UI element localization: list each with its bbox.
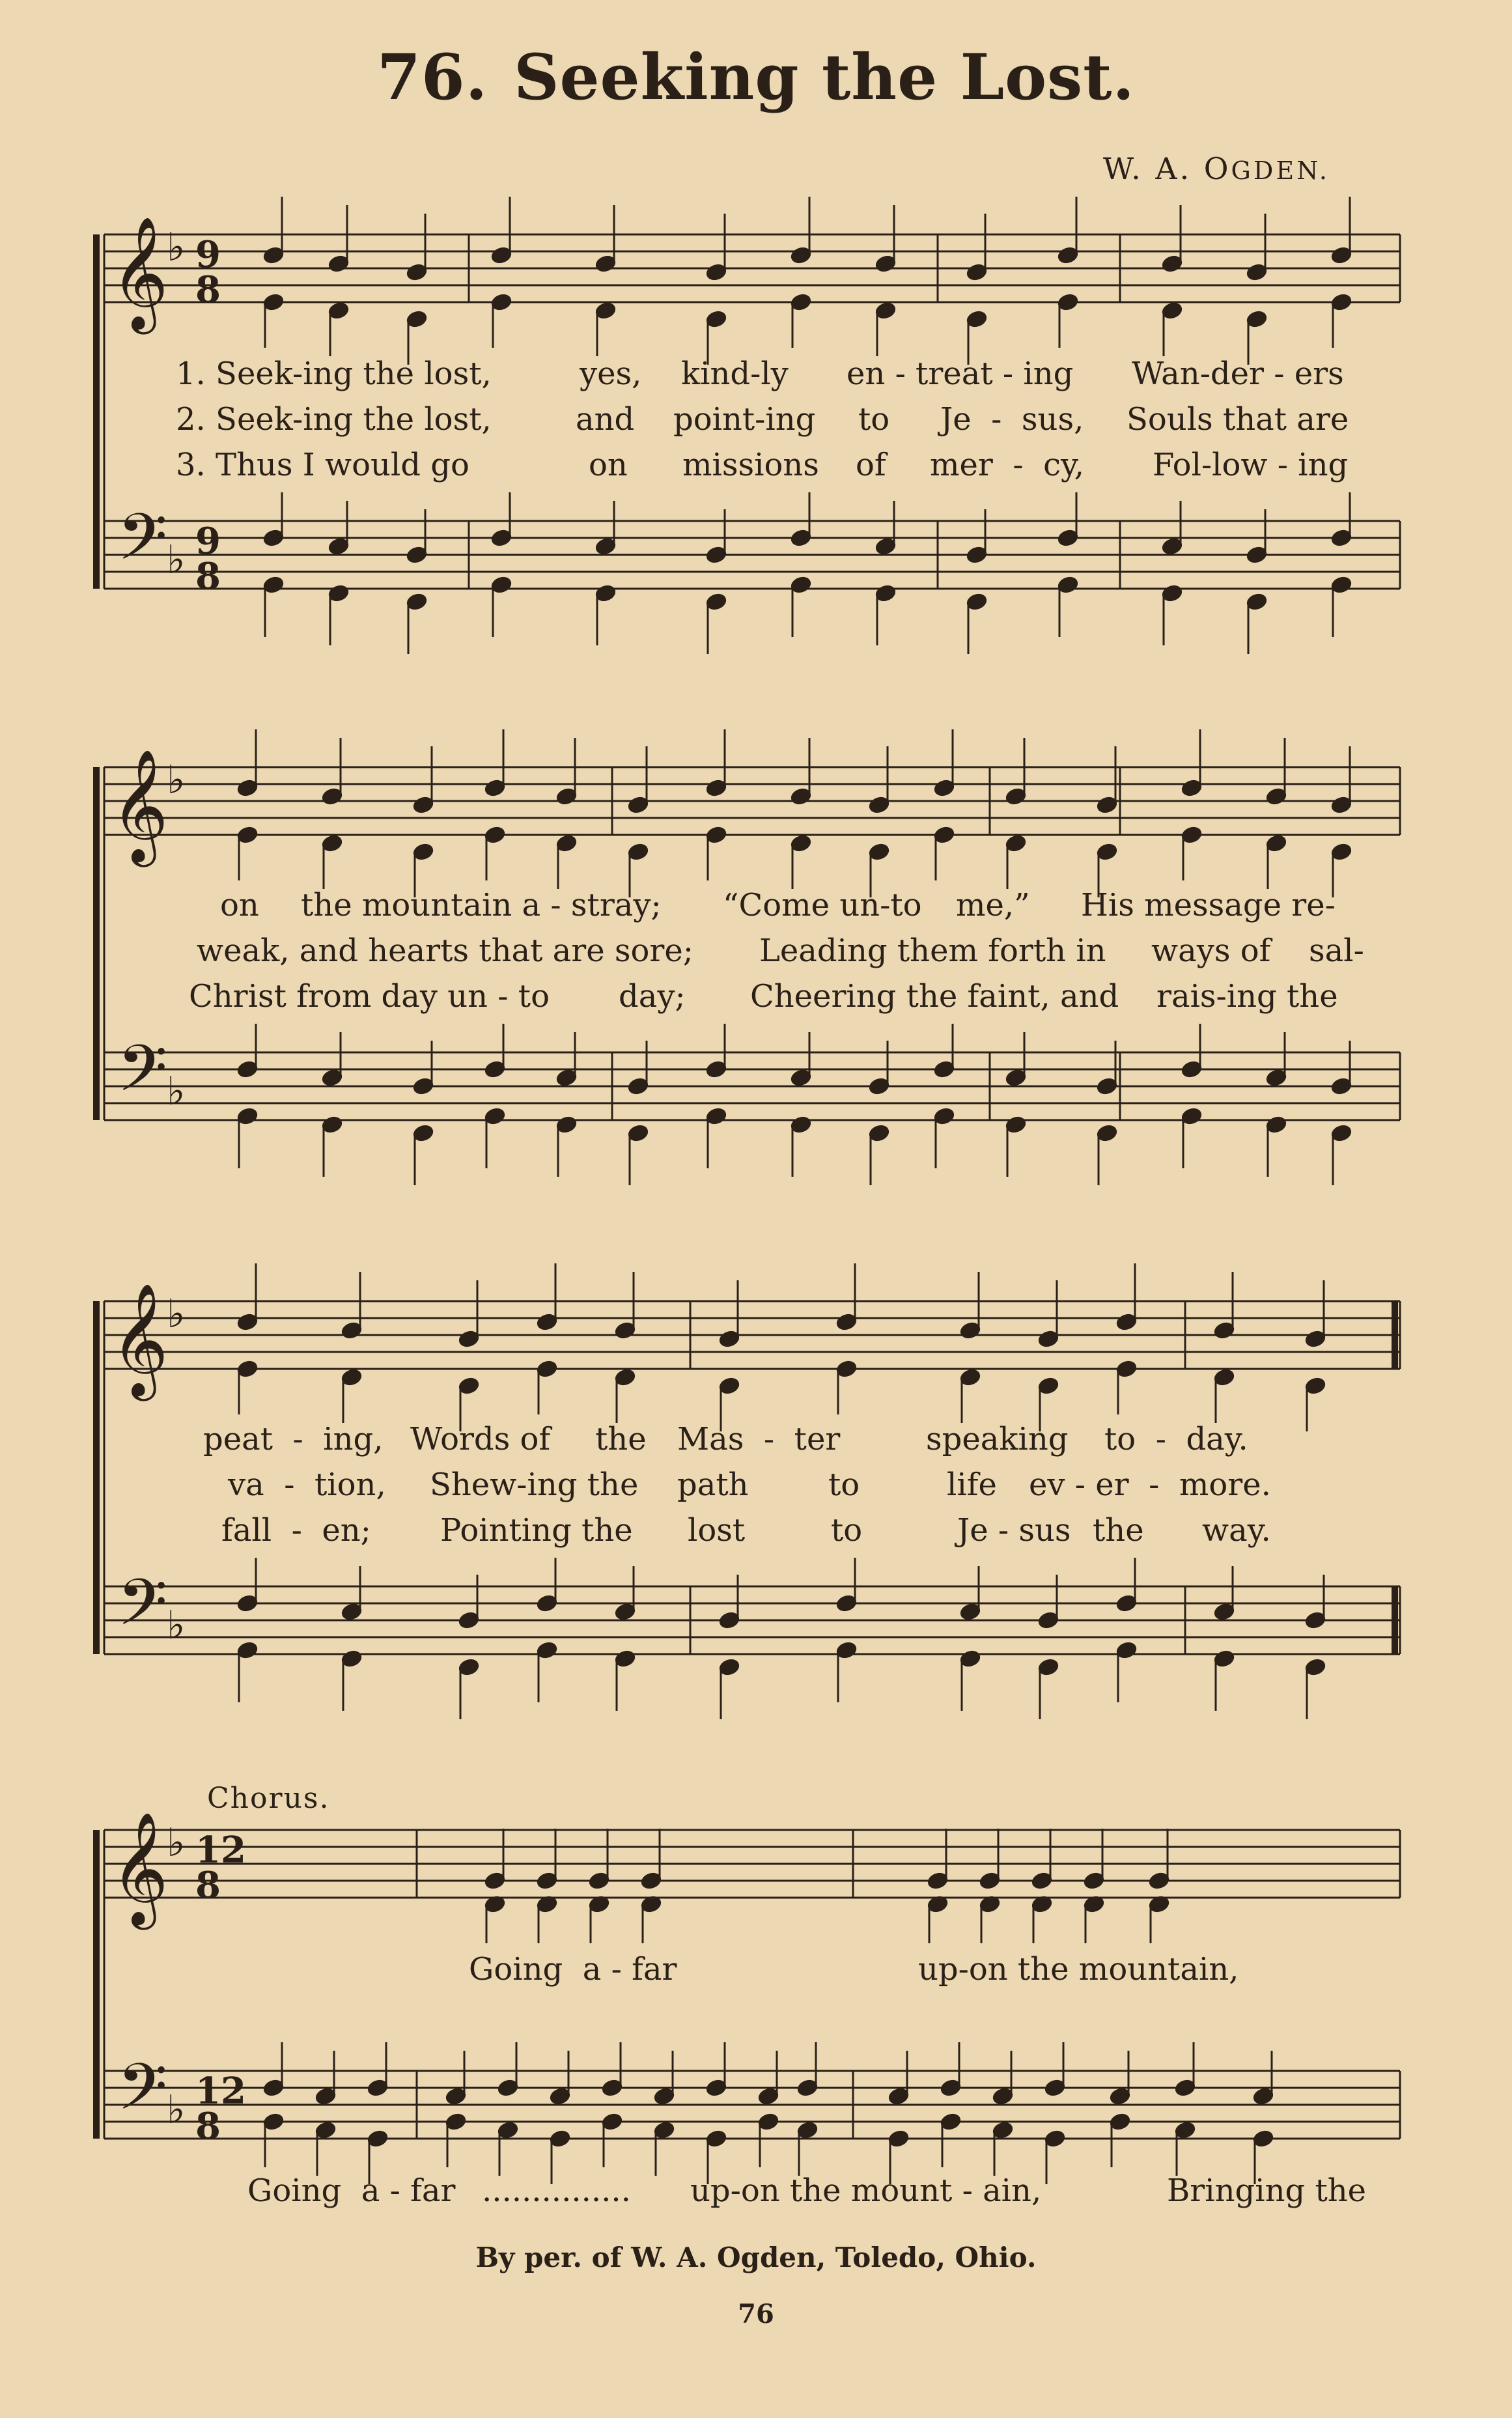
flat-icon: ♭: [167, 1291, 186, 1337]
treble-clef-icon: 𝄞: [111, 1812, 169, 1925]
chorus-treble-staff: [104, 1830, 1400, 1898]
flat-icon: ♭: [167, 757, 186, 803]
treble-staff: [104, 767, 1400, 835]
treble-clef-icon: 𝄞: [111, 749, 169, 862]
lyric: ways of: [1151, 933, 1271, 969]
lyric: yes,: [580, 356, 642, 392]
flat-icon: ♭: [167, 537, 186, 583]
bass-clef-icon: 𝄢: [117, 2050, 168, 2141]
lyric: missions: [682, 447, 819, 483]
lyric: Words of: [410, 1421, 551, 1457]
lyric: mer - cy,: [930, 447, 1084, 483]
lyric: Wan-der - ers: [1132, 356, 1344, 392]
time-signature-top: 12: [195, 1829, 246, 1872]
flat-icon: ♭: [167, 1069, 186, 1114]
lyric: on: [220, 887, 259, 923]
lyric: en - treat - ing: [847, 356, 1074, 392]
bass-staff: [104, 521, 1400, 589]
lyric: Going a - far: [247, 2172, 456, 2209]
lyric: me,”: [956, 887, 1030, 923]
composer-credit: W. A. OGDEN.: [1102, 151, 1330, 186]
treble-staff: [104, 234, 1400, 302]
lyric: Going a - far: [469, 1951, 677, 1988]
lyric: life: [947, 1467, 997, 1503]
time-signature-top: 9: [195, 233, 221, 276]
lyric: sal-: [1309, 933, 1364, 969]
bass-staff: [104, 1052, 1400, 1120]
lyric: ev - er - more.: [1029, 1467, 1271, 1503]
lyric: Souls that are: [1127, 401, 1349, 438]
lyric: day;: [619, 978, 686, 1015]
lyric: “Come un-to: [723, 887, 922, 923]
lyric: ...............: [482, 2172, 631, 2209]
lyric: Christ from day un - to: [189, 978, 550, 1015]
time-signature-top: 12: [195, 2070, 246, 2113]
treble-staff: [104, 1301, 1400, 1369]
flat-icon: ♭: [167, 2087, 186, 2133]
lyric: kind-ly: [681, 356, 789, 392]
lyric: Mas - ter: [677, 1421, 841, 1457]
flat-icon: ♭: [167, 225, 186, 270]
bass-clef-icon: 𝄢: [117, 500, 168, 591]
lyric: peat - ing,: [203, 1421, 384, 1457]
lyric: Bringing the: [1167, 2172, 1367, 2209]
lyric: the: [1093, 1512, 1144, 1549]
lyric: up-on the mountain,: [918, 1951, 1239, 1988]
lyric: to - day.: [1104, 1421, 1248, 1457]
lyric: 1. Seek-ing the lost,: [176, 356, 492, 392]
lyric: of: [856, 447, 886, 483]
lyric: weak, and hearts that are sore;: [197, 933, 693, 969]
lyric: speaking: [926, 1421, 1069, 1457]
treble-clef-icon: 𝄞: [111, 1283, 169, 1396]
lyric: up-on the mount - ain,: [690, 2172, 1042, 2209]
page-number: 76: [738, 2299, 774, 2329]
bass-clef-icon: 𝄢: [117, 1032, 168, 1122]
time-signature-bottom: 8: [195, 555, 221, 598]
time-signature-bottom: 8: [195, 1864, 221, 1907]
lyric: fall - en;: [221, 1512, 371, 1549]
hymn-number: 76.: [377, 40, 488, 114]
lyric: Fol-low - ing: [1153, 447, 1349, 483]
lyric: His message re-: [1081, 887, 1336, 923]
lyric: lost: [688, 1512, 746, 1549]
lyric: Pointing the: [440, 1512, 633, 1549]
flat-icon: ♭: [167, 1820, 186, 1866]
time-signature-bottom: 8: [195, 268, 221, 311]
lyric: Je - sus: [957, 1512, 1071, 1549]
flat-icon: ♭: [167, 1603, 186, 1648]
lyric: on: [589, 447, 628, 483]
lyric: to: [828, 1467, 860, 1503]
lyric: Shew-ing the: [430, 1467, 639, 1503]
chorus-label: Chorus.: [207, 1782, 330, 1815]
lyric: 3. Thus I would go: [176, 447, 469, 483]
lyric: and: [576, 401, 635, 438]
hymn-name: Seeking the Lost.: [514, 40, 1135, 114]
treble-clef-icon: 𝄞: [111, 216, 169, 330]
lyric: Je - sus,: [940, 401, 1084, 438]
bass-clef-icon: 𝄢: [117, 1566, 168, 1656]
time-signature-bottom: 8: [195, 2105, 221, 2148]
time-signature-top: 9: [195, 520, 221, 563]
bass-staff: [104, 1586, 1400, 1654]
lyric: way.: [1202, 1512, 1271, 1549]
chorus-bass-staff: [104, 2071, 1400, 2139]
lyric: the: [595, 1421, 647, 1457]
lyric: Leading them forth in: [759, 933, 1106, 969]
lyric: 2. Seek-ing the lost,: [176, 401, 492, 438]
lyric: Cheering the faint, and: [750, 978, 1119, 1015]
lyric: the mountain a - stray;: [301, 887, 662, 923]
lyric: point-ing: [673, 401, 816, 438]
lyric: va - tion,: [228, 1467, 386, 1503]
lyric: path: [677, 1467, 749, 1503]
lyric: to: [831, 1512, 863, 1549]
permission-credit: By per. of W. A. Ogden, Toledo, Ohio.: [475, 2242, 1037, 2273]
lyric: to: [858, 401, 890, 438]
lyric: rais-ing the: [1156, 978, 1338, 1015]
